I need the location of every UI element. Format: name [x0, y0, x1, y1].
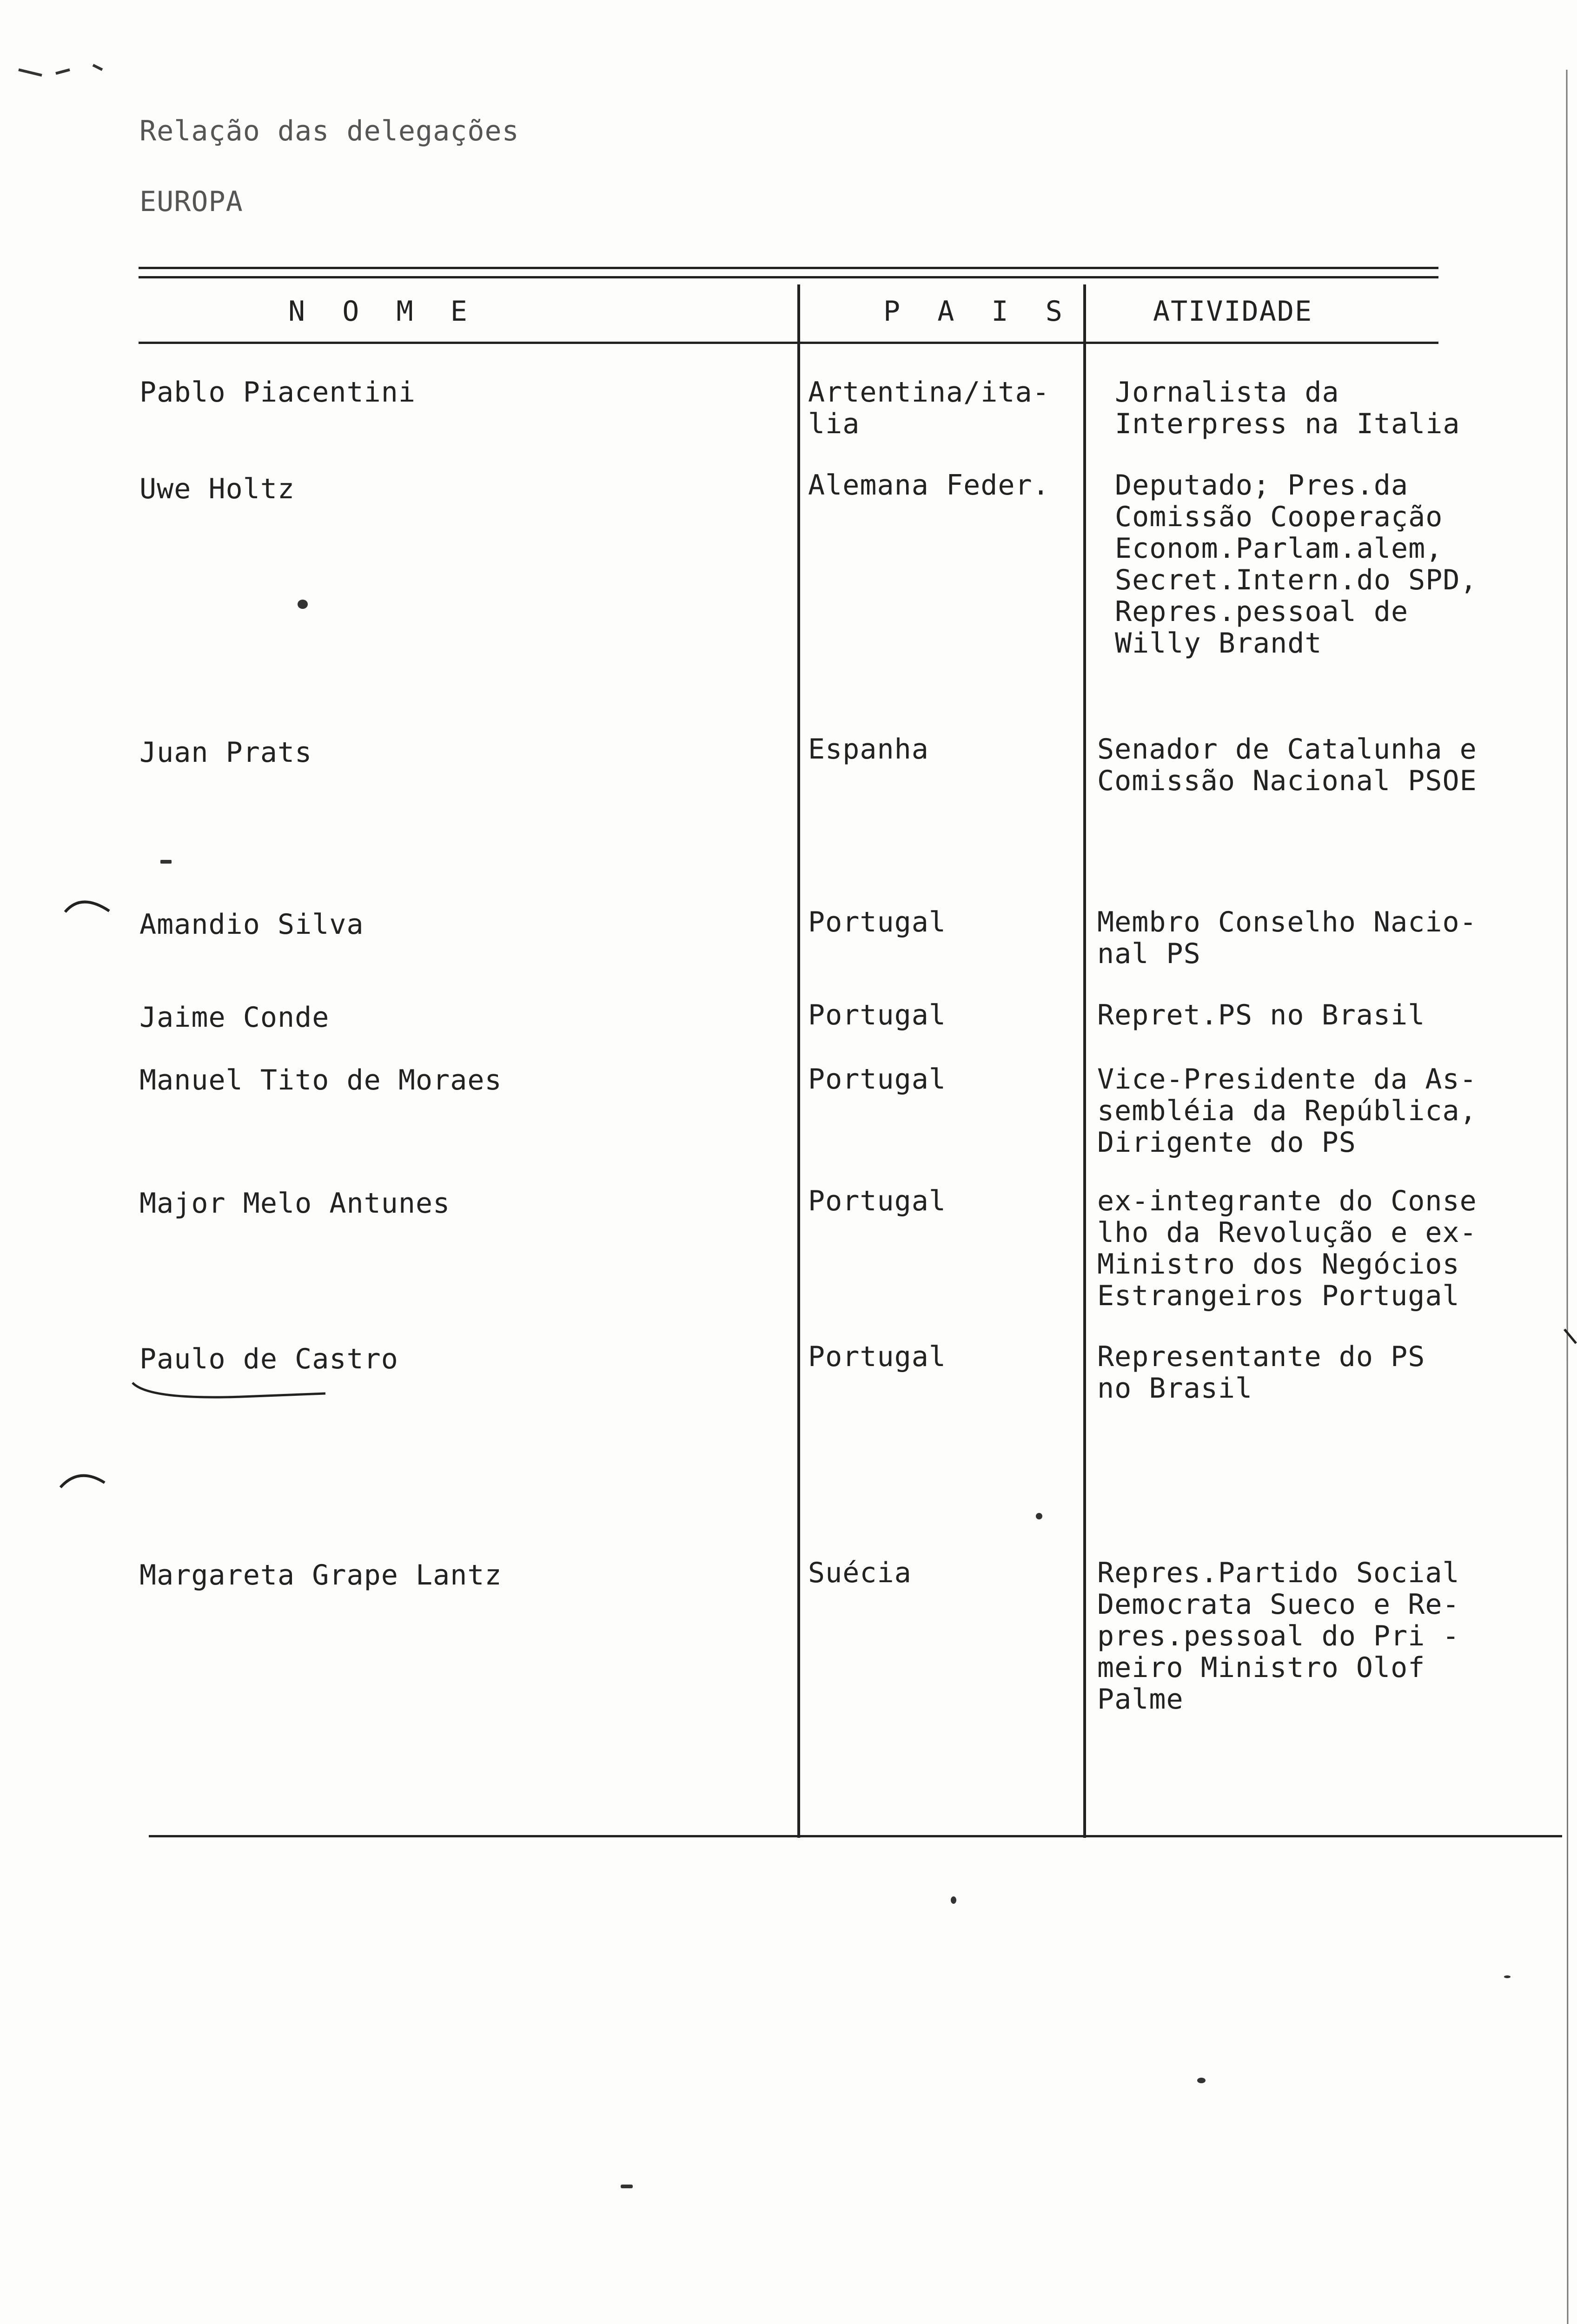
table-top-rule-2	[139, 276, 1438, 278]
column-header-country: P A I S	[883, 295, 1073, 328]
row-9-country: Suécia	[808, 1557, 912, 1589]
row-2-name: Uwe Holtz	[139, 473, 295, 505]
ink-speck	[621, 2185, 633, 2188]
column-header-name: N O M E	[288, 295, 477, 328]
corner-scan-mark	[19, 65, 102, 75]
margin-arc-mark-2	[60, 1476, 105, 1487]
table-bottom-rule	[149, 1835, 1562, 1837]
row-7-activity: ex-integrante do Conse lho da Revolução e ex- Ministro dos Negócios Estrangeiros Portugal	[1097, 1185, 1477, 1312]
row-7-country: Portugal	[808, 1185, 946, 1217]
row-3-activity: Senador de Catalunha e Comissão Nacional PSOE	[1097, 733, 1477, 797]
row-6-country: Portugal	[808, 1063, 946, 1096]
region-label: EUROPA	[139, 185, 243, 218]
table-top-rule-1	[139, 267, 1438, 269]
right-tick-mark	[1564, 1329, 1576, 1343]
row-9-name: Margareta Grape Lantz	[139, 1559, 502, 1591]
row-1-country: Artentina/ita- lia	[808, 376, 1050, 440]
row-1-name: Pablo Piacentini	[139, 376, 416, 409]
column-header-activity: ATIVIDADE	[1153, 295, 1313, 328]
row-6-activity: Vice-Presidente da As- sembléia da República, Dirigente do PS	[1097, 1063, 1477, 1159]
row-4-activity: Membro Conselho Nacio- nal PS	[1097, 906, 1477, 970]
row-4-country: Portugal	[808, 906, 946, 938]
ink-speck	[951, 1896, 956, 1904]
row-6-name: Manuel Tito de Moraes	[139, 1064, 502, 1096]
row-9-activity: Repres.Partido Social Democrata Sueco e Re- pres.pessoal do Pri - meiro Ministro Olof Palme	[1097, 1557, 1460, 1716]
margin-arc-mark-1	[65, 902, 109, 912]
pen-underline-mark	[133, 1383, 325, 1397]
row-5-activity: Repret.PS no Brasil	[1097, 999, 1425, 1031]
right-edge-mark	[1567, 70, 1568, 2324]
row-2-activity: Deputado; Pres.da Comissão Cooperação Econom.Parlam.alem, Secret.Intern.do SPD, Repres.pessoal de Willy Brandt	[1115, 469, 1478, 660]
row-1-activity: Jornalista da Interpress na Italia	[1115, 376, 1460, 440]
row-8-activity: Representante do PS no Brasil	[1097, 1340, 1425, 1405]
column-divider-country-activity	[1083, 284, 1086, 1838]
row-4-name: Amandio Silva	[139, 908, 364, 941]
row-5-name: Jaime Conde	[139, 1001, 330, 1034]
row-7-name: Major Melo Antunes	[139, 1187, 451, 1220]
ink-speck	[160, 860, 172, 864]
ink-speck	[1036, 1513, 1042, 1519]
ink-speck	[1197, 2078, 1206, 2083]
row-8-name: Paulo de Castro	[139, 1343, 398, 1375]
ink-speck	[1504, 1975, 1511, 1978]
row-5-country: Portugal	[808, 999, 946, 1031]
row-3-country: Espanha	[808, 733, 929, 766]
document-title: Relação das delegações	[139, 115, 519, 147]
row-2-country: Alemana Feder.	[808, 469, 1050, 502]
table-header-rule	[139, 342, 1438, 344]
column-divider-name-country	[797, 284, 800, 1838]
row-3-name: Juan Prats	[139, 736, 312, 769]
ink-speck	[298, 600, 308, 609]
row-8-country: Portugal	[808, 1340, 946, 1373]
